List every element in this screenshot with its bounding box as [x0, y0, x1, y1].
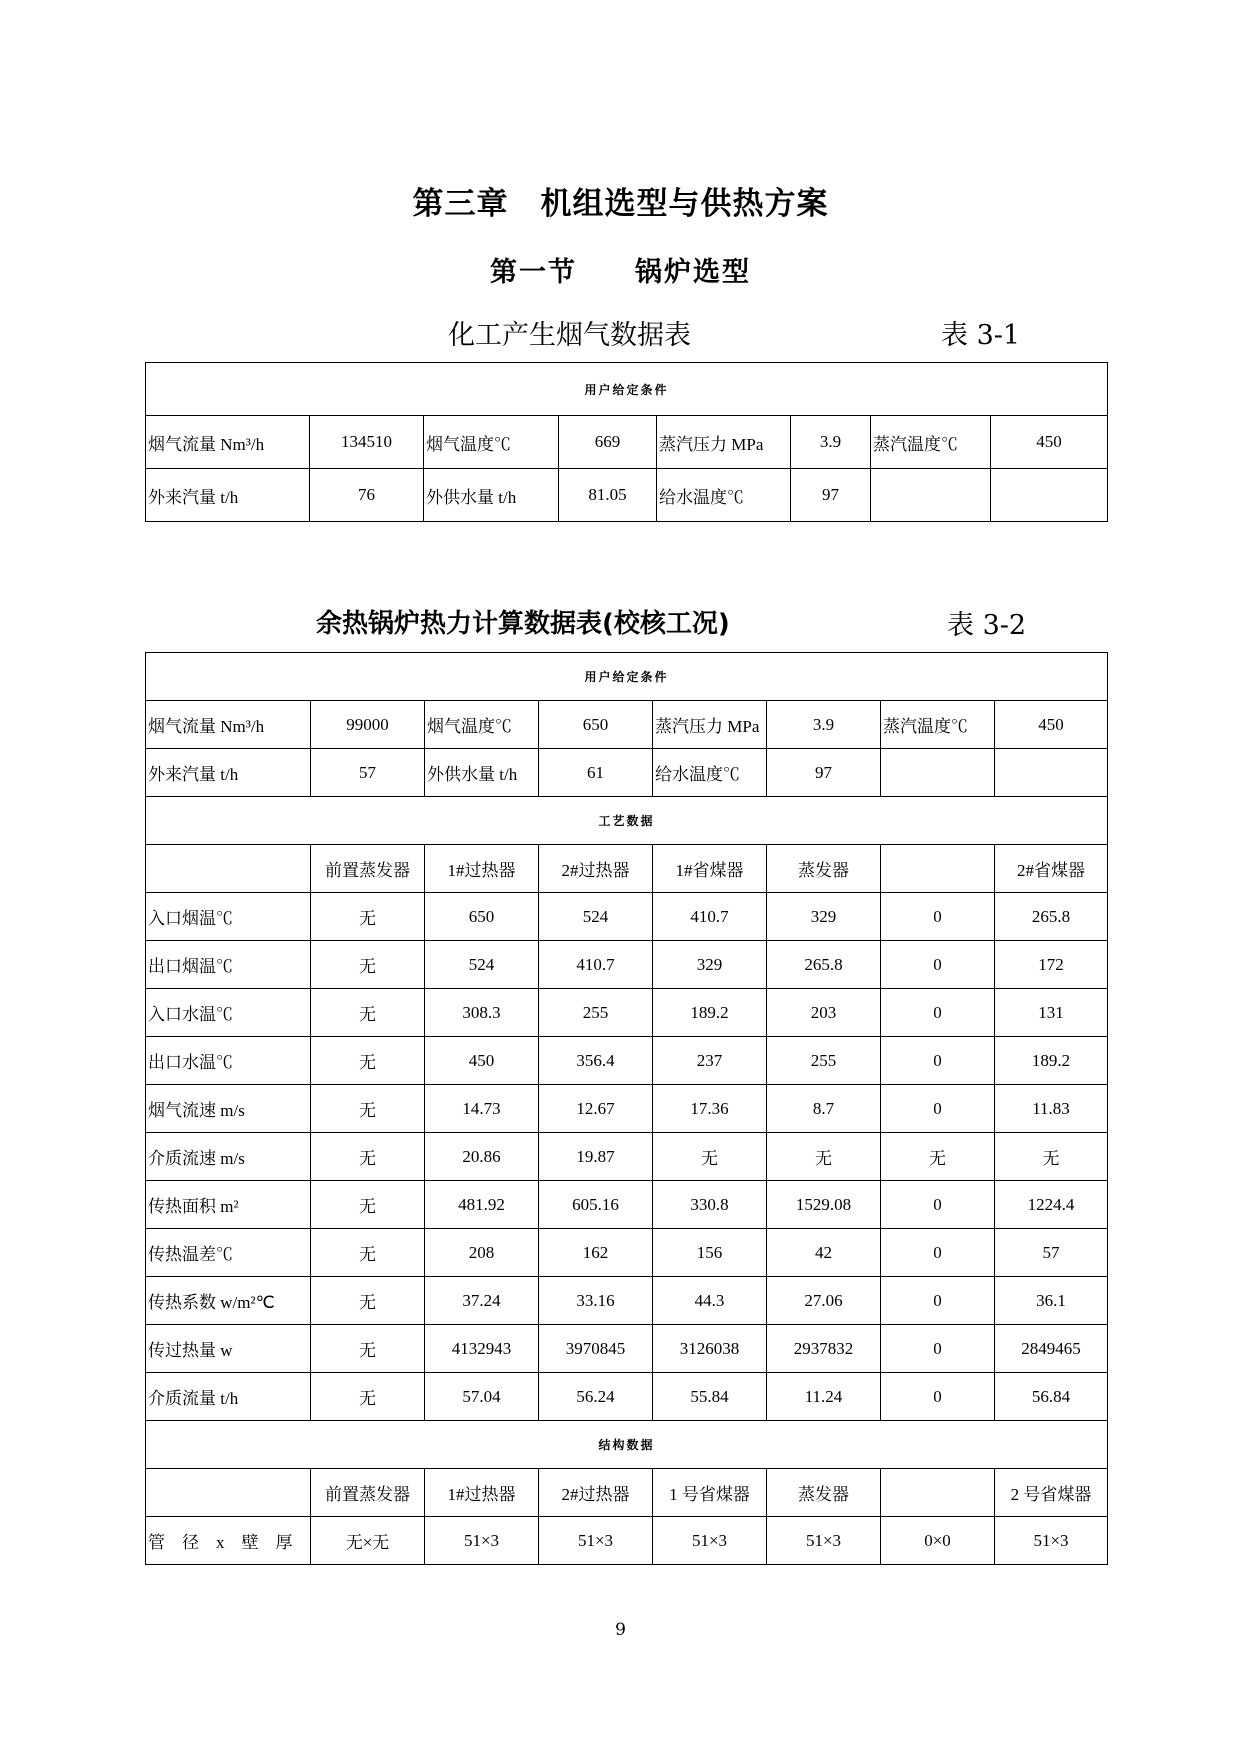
table-row	[146, 1325, 1108, 1373]
table-row	[146, 1037, 1108, 1085]
table-cell: 524	[425, 941, 539, 989]
table-cell: 2#过热器	[539, 845, 653, 893]
table-cell: 0×0	[881, 1517, 995, 1565]
table-cell: 57.04	[425, 1373, 539, 1421]
table2-conditions-header: 用户给定条件	[146, 653, 1108, 701]
table-cell: 330.8	[653, 1181, 767, 1229]
table1-title: 化工产生烟气数据表	[448, 320, 691, 351]
table-cell: 4132943	[425, 1325, 539, 1373]
table-cell: 1529.08	[767, 1181, 881, 1229]
table-cell: 无	[311, 1037, 425, 1085]
table-cell: 51×3	[425, 1517, 539, 1565]
table-row	[146, 1085, 1108, 1133]
table-cell: 27.06	[767, 1277, 881, 1325]
table-cell: 给水温度℃	[653, 749, 767, 797]
table-cell	[991, 469, 1108, 522]
table-cell: 172	[995, 941, 1108, 989]
table-cell	[881, 845, 995, 893]
table-cell: 55.84	[653, 1373, 767, 1421]
row-label: 外来汽量 t/h	[146, 749, 311, 797]
table-cell: 蒸汽压力 MPa	[653, 701, 767, 749]
process-data-header: 工艺数据	[146, 797, 1108, 845]
table2-conditions-header-row	[146, 653, 1108, 701]
boiler-thermal-calc-table	[145, 652, 1108, 1565]
table-cell: 524	[539, 893, 653, 941]
table-cell: 11.83	[995, 1085, 1108, 1133]
table-cell: 650	[539, 701, 653, 749]
table-row	[146, 416, 1108, 469]
table-cell: 1#省煤器	[653, 845, 767, 893]
table-cell: 189.2	[995, 1037, 1108, 1085]
row-label: 烟气流量 Nm³/h	[146, 701, 311, 749]
table-cell: 97	[767, 749, 881, 797]
table-cell: 605.16	[539, 1181, 653, 1229]
table-cell: 481.92	[425, 1181, 539, 1229]
table-cell: 蒸汽压力 MPa	[657, 416, 791, 469]
table-cell: 329	[653, 941, 767, 989]
process-column-header-row	[146, 845, 1108, 893]
table-cell: 61	[539, 749, 653, 797]
table-row	[146, 469, 1108, 522]
table-cell: 3.9	[767, 701, 881, 749]
table-cell: 265.8	[995, 893, 1108, 941]
table-cell: 156	[653, 1229, 767, 1277]
table-cell	[871, 469, 991, 522]
table-cell: 无	[311, 1277, 425, 1325]
table-cell: 410.7	[653, 893, 767, 941]
table-cell: 2937832	[767, 1325, 881, 1373]
table-cell: 烟气温度℃	[425, 701, 539, 749]
table-cell: 189.2	[653, 989, 767, 1037]
table1-conditions-header-row	[146, 363, 1108, 416]
row-label: 传过热量 w	[146, 1325, 311, 1373]
table-cell: 烟气温度℃	[424, 416, 559, 469]
table-cell: 12.67	[539, 1085, 653, 1133]
table-cell: 0	[881, 989, 995, 1037]
row-label: 传热温差℃	[146, 1229, 311, 1277]
table-cell: 33.16	[539, 1277, 653, 1325]
table-cell: 8.7	[767, 1085, 881, 1133]
structure-data-header-row	[146, 1421, 1108, 1469]
table-cell: 无	[311, 1325, 425, 1373]
table-cell: 0	[881, 893, 995, 941]
table-row	[146, 893, 1108, 941]
table-row	[146, 1181, 1108, 1229]
row-label: 入口烟温℃	[146, 893, 311, 941]
table-cell: 0	[881, 1325, 995, 1373]
table-cell: 162	[539, 1229, 653, 1277]
row-label: 传热面积 m²	[146, 1181, 311, 1229]
table-cell: 3.9	[791, 416, 871, 469]
table-cell: 51×3	[653, 1517, 767, 1565]
row-label	[146, 845, 311, 893]
table-cell: 410.7	[539, 941, 653, 989]
row-label	[146, 1469, 311, 1517]
table-cell: 99000	[311, 701, 425, 749]
table-cell: 前置蒸发器	[311, 845, 425, 893]
table-cell: 无×无	[311, 1517, 425, 1565]
table-cell: 2 号省煤器	[995, 1469, 1108, 1517]
table-cell: 2#过热器	[539, 1469, 653, 1517]
table-cell: 1#过热器	[425, 1469, 539, 1517]
chapter-title: 第三章 机组选型与供热方案	[412, 186, 829, 222]
table-cell: 37.24	[425, 1277, 539, 1325]
table-cell: 无	[311, 1181, 425, 1229]
table-cell: 无	[311, 1133, 425, 1181]
table-cell: 无	[995, 1133, 1108, 1181]
row-label: 烟气流速 m/s	[146, 1085, 311, 1133]
table-cell: 蒸发器	[767, 1469, 881, 1517]
table-cell: 1#过热器	[425, 845, 539, 893]
table-row	[146, 941, 1108, 989]
table-row	[146, 1373, 1108, 1421]
table-cell: 450	[991, 416, 1108, 469]
table-cell: 2#省煤器	[995, 845, 1108, 893]
table-cell: 81.05	[559, 469, 657, 522]
table2-number: 表 3-2	[947, 610, 1027, 641]
structure-data-header: 结构数据	[146, 1421, 1108, 1469]
process-data-header-row	[146, 797, 1108, 845]
table-row	[146, 1277, 1108, 1325]
table-row	[146, 701, 1108, 749]
table-cell: 0	[881, 1085, 995, 1133]
table-cell: 外供水量 t/h	[424, 469, 559, 522]
table1-conditions-header: 用户给定条件	[146, 363, 1108, 416]
table-cell: 蒸汽温度℃	[871, 416, 991, 469]
flue-gas-data-table	[145, 362, 1108, 522]
table-cell: 蒸汽温度℃	[881, 701, 995, 749]
row-label: 介质流量 t/h	[146, 1373, 311, 1421]
table-cell: 0	[881, 1277, 995, 1325]
table-cell: 无	[311, 1085, 425, 1133]
table-cell: 669	[559, 416, 657, 469]
row-label: 入口水温℃	[146, 989, 311, 1037]
table-cell: 前置蒸发器	[311, 1469, 425, 1517]
table-cell: 237	[653, 1037, 767, 1085]
table-cell	[881, 1469, 995, 1517]
table-cell: 134510	[310, 416, 424, 469]
table-cell: 57	[995, 1229, 1108, 1277]
table-cell: 76	[310, 469, 424, 522]
table-cell: 450	[425, 1037, 539, 1085]
table-row	[146, 749, 1108, 797]
table-cell: 255	[767, 1037, 881, 1085]
table-row	[146, 1133, 1108, 1181]
table-cell: 36.1	[995, 1277, 1108, 1325]
table-cell: 无	[311, 1373, 425, 1421]
section-title: 第一节 锅炉选型	[490, 257, 751, 288]
table-cell: 329	[767, 893, 881, 941]
table-cell: 无	[311, 893, 425, 941]
row-label: 出口烟温℃	[146, 941, 311, 989]
table-cell: 44.3	[653, 1277, 767, 1325]
table-cell: 3970845	[539, 1325, 653, 1373]
table-cell: 56.24	[539, 1373, 653, 1421]
table-cell: 650	[425, 893, 539, 941]
structure-column-header-row	[146, 1469, 1108, 1517]
table-cell: 0	[881, 1037, 995, 1085]
table-row	[146, 1229, 1108, 1277]
table-cell: 203	[767, 989, 881, 1037]
table-cell: 17.36	[653, 1085, 767, 1133]
table-cell: 0	[881, 1181, 995, 1229]
table-cell: 0	[881, 1373, 995, 1421]
table-cell	[995, 749, 1108, 797]
table-cell: 51×3	[767, 1517, 881, 1565]
row-label: 介质流速 m/s	[146, 1133, 311, 1181]
table-row	[146, 1517, 1108, 1565]
table-cell: 1 号省煤器	[653, 1469, 767, 1517]
table-cell: 1224.4	[995, 1181, 1108, 1229]
table-cell: 57	[311, 749, 425, 797]
row-label: 烟气流量 Nm³/h	[146, 416, 310, 469]
page-number: 9	[615, 1620, 626, 1640]
table-cell: 56.84	[995, 1373, 1108, 1421]
table-cell: 450	[995, 701, 1108, 749]
table-cell: 11.24	[767, 1373, 881, 1421]
table-cell: 51×3	[995, 1517, 1108, 1565]
table-cell: 308.3	[425, 989, 539, 1037]
table-cell: 3126038	[653, 1325, 767, 1373]
row-label: 出口水温℃	[146, 1037, 311, 1085]
table-cell: 无	[311, 989, 425, 1037]
table-cell: 265.8	[767, 941, 881, 989]
table-cell: 无	[311, 1229, 425, 1277]
table-cell: 51×3	[539, 1517, 653, 1565]
table-cell: 外供水量 t/h	[425, 749, 539, 797]
table-cell: 无	[881, 1133, 995, 1181]
table-cell: 0	[881, 1229, 995, 1277]
row-label: 管 径 x 壁 厚	[146, 1517, 311, 1565]
table-cell: 208	[425, 1229, 539, 1277]
table1-number: 表 3-1	[941, 320, 1021, 351]
table-cell: 蒸发器	[767, 845, 881, 893]
row-label: 外来汽量 t/h	[146, 469, 310, 522]
table-cell: 无	[311, 941, 425, 989]
table-cell: 无	[653, 1133, 767, 1181]
table-cell: 19.87	[539, 1133, 653, 1181]
table-cell: 给水温度℃	[657, 469, 791, 522]
table-cell: 20.86	[425, 1133, 539, 1181]
table-cell: 42	[767, 1229, 881, 1277]
table-row	[146, 989, 1108, 1037]
table-cell: 0	[881, 941, 995, 989]
table-cell: 2849465	[995, 1325, 1108, 1373]
table-cell: 356.4	[539, 1037, 653, 1085]
table-cell: 97	[791, 469, 871, 522]
table-cell: 14.73	[425, 1085, 539, 1133]
table-cell: 131	[995, 989, 1108, 1037]
table-cell: 无	[767, 1133, 881, 1181]
table-cell: 255	[539, 989, 653, 1037]
table-cell	[881, 749, 995, 797]
row-label: 传热系数 w/m²℃	[146, 1277, 311, 1325]
table2-title: 余热锅炉热力计算数据表(校核工况)	[316, 609, 730, 639]
